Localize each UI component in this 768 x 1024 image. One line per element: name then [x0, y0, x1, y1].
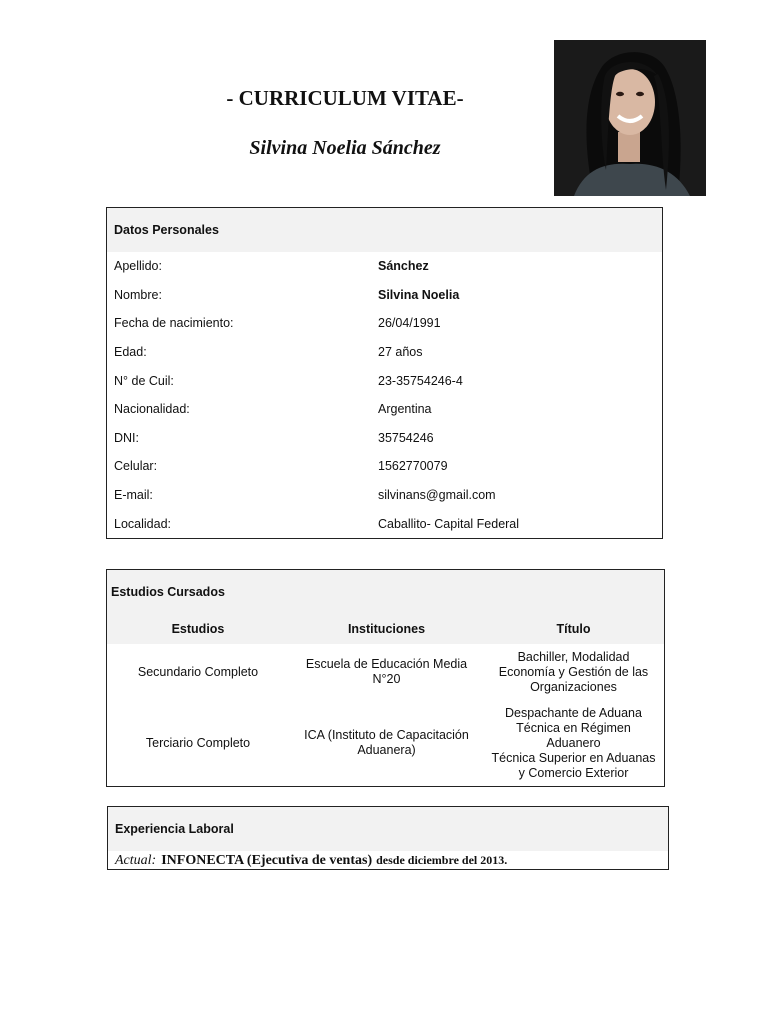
- study-level: Secundario Completo: [137, 664, 259, 679]
- field-label: Nacionalidad:: [114, 402, 190, 417]
- studies-table-header: [107, 614, 664, 644]
- personal-row-name: [107, 281, 662, 310]
- field-value: 27 años: [378, 345, 423, 360]
- field-label: DNI:: [114, 430, 139, 445]
- current-label: Actual:: [115, 852, 157, 868]
- profile-photo: [554, 40, 706, 196]
- column-header-institutions: Instituciones: [347, 622, 426, 636]
- text-line: Economía y Gestión de las: [498, 664, 649, 679]
- text-line: Escuela de Educación Media: [305, 657, 468, 671]
- degree-title: [484, 650, 663, 695]
- work-experience-heading: Experiencia Laboral: [108, 807, 668, 851]
- institution: [289, 657, 484, 687]
- personal-row-birthdate: [107, 309, 662, 338]
- field-value: Caballito- Capital Federal: [378, 516, 520, 531]
- personal-row-surname: [107, 252, 662, 281]
- studies-heading: Estudios Cursados: [107, 570, 664, 614]
- text-line: Aduanera): [357, 743, 416, 757]
- field-label: Fecha de nacimiento:: [114, 316, 234, 331]
- personal-row-age: [107, 338, 662, 367]
- field-value: 35754246: [378, 430, 434, 445]
- portrait-illustration: [554, 40, 706, 196]
- personal-row-mobile: [107, 452, 662, 481]
- field-value: silvinans@gmail.com: [378, 488, 496, 503]
- cv-title: - CURRICULUM VITAE-: [226, 86, 464, 110]
- personal-data-section: [106, 207, 663, 539]
- degree-title: [484, 706, 663, 781]
- field-label: N° de Cuil:: [114, 373, 174, 388]
- field-value: 1562770079: [378, 459, 448, 474]
- text-line: ICA (Instituto de Capacitación: [304, 728, 469, 742]
- personal-row-dni: [107, 424, 662, 453]
- personal-row-nationality: [107, 395, 662, 424]
- field-label: Apellido:: [114, 259, 162, 274]
- field-value: Argentina: [378, 402, 432, 417]
- column-header-studies: Estudios: [171, 622, 225, 636]
- work-experience-section: [107, 806, 669, 870]
- field-value: 26/04/1991: [378, 316, 441, 331]
- text-line: Bachiller, Modalidad: [517, 649, 630, 664]
- job-start-date: desde diciembre del 2013.: [376, 853, 508, 867]
- field-label: Celular:: [114, 459, 158, 474]
- text-line: Despachante de Aduana: [505, 705, 642, 720]
- studies-section: [106, 569, 665, 787]
- personal-row-cuil: [107, 366, 662, 395]
- study-level: Terciario Completo: [145, 735, 251, 750]
- column-header-title: Título: [556, 622, 591, 636]
- text-line: Técnica Superior en Aduanas: [491, 750, 656, 765]
- company-role: INFONECTA (Ejecutiva de ventas): [161, 852, 373, 868]
- current-job: [108, 851, 668, 870]
- field-label: Localidad:: [114, 516, 171, 531]
- field-label: Nombre:: [114, 287, 162, 302]
- field-value: Sánchez: [378, 259, 429, 274]
- field-value: Silvina Noelia: [378, 287, 460, 302]
- institution: [289, 728, 484, 758]
- personal-data-heading: Datos Personales: [107, 208, 662, 252]
- text-line: Técnica en Régimen: [516, 720, 631, 735]
- field-label: Edad:: [114, 345, 147, 360]
- personal-row-locality: [107, 509, 662, 538]
- table-row: [107, 700, 664, 784]
- candidate-name: Silvina Noelia Sánchez: [249, 137, 441, 159]
- field-value: 23-35754246-4: [378, 373, 463, 388]
- text-line: Aduanero: [546, 735, 601, 750]
- field-label: E-mail:: [114, 488, 153, 503]
- table-row: [107, 644, 664, 700]
- text-line: N°20: [372, 672, 401, 686]
- personal-row-email: [107, 481, 662, 510]
- text-line: Organizaciones: [530, 679, 617, 694]
- text-line: y Comercio Exterior: [518, 765, 629, 780]
